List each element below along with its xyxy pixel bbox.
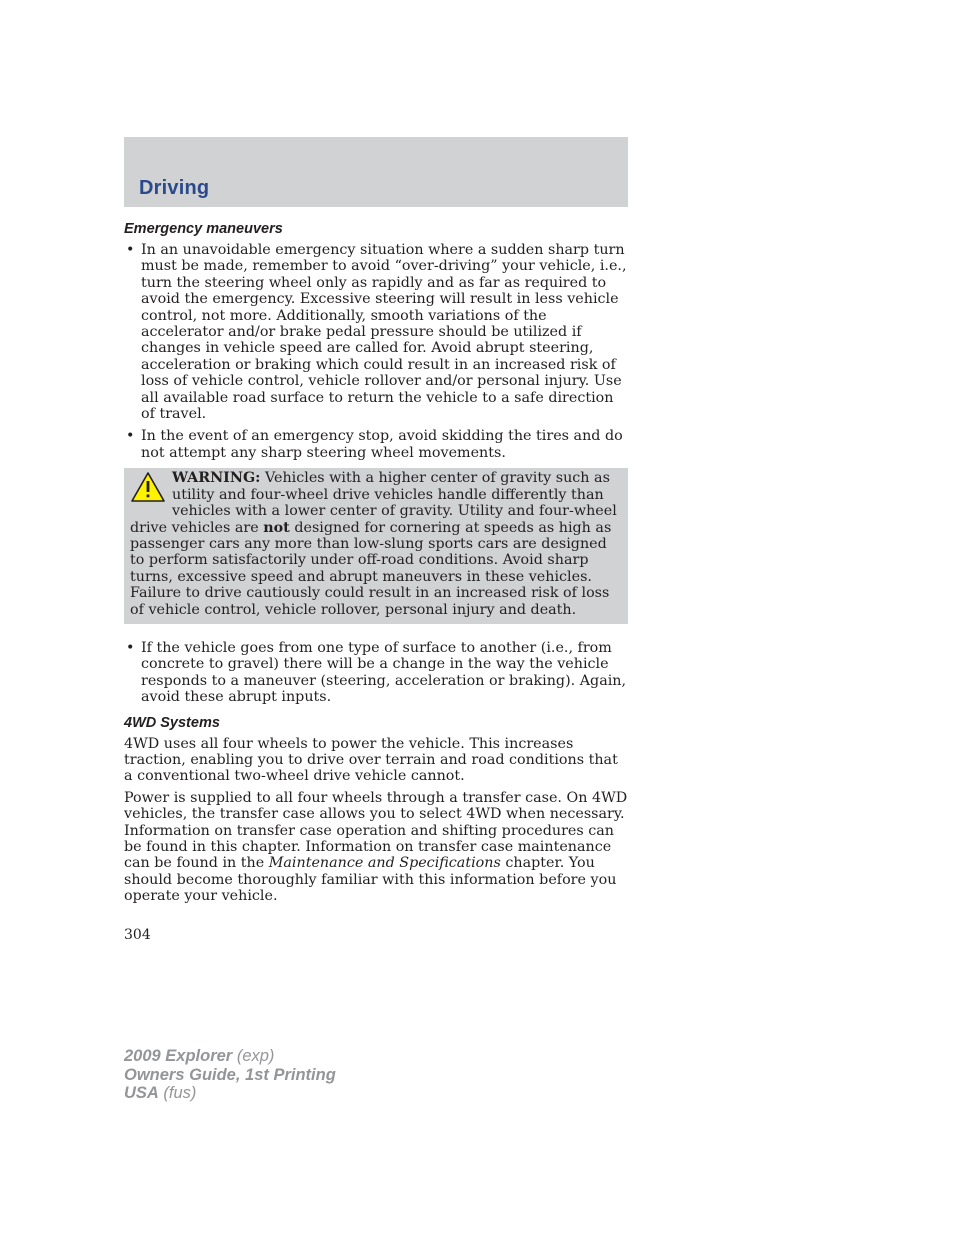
list-item-text: In the event of an emergency stop, avoid skidding the tires and do not attempt any sharp steering wheel movements. bbox=[141, 428, 623, 461]
page-number: 304 bbox=[124, 927, 151, 943]
page-title: Driving bbox=[139, 177, 210, 199]
section-heading-emergency: Emergency maneuvers bbox=[124, 221, 283, 237]
list-item-text: If the vehicle goes from one type of surface to another (i.e., from concrete to gravel) there will be a change in the way the vehicle responds to a maneuver (steering, acceleration or braking). Again, avoid these abrupt inputs. bbox=[141, 639, 627, 706]
footer-model-code: (exp) bbox=[232, 1047, 275, 1065]
bullet-list bbox=[124, 242, 628, 461]
list-item bbox=[124, 242, 628, 422]
bullet-list bbox=[124, 640, 628, 706]
paragraph: 4WD uses all four wheels to power the vehicle. This increases traction, enabling you to drive over terrain and road conditions that a conventional two-wheel drive vehicle cannot. bbox=[124, 735, 618, 785]
manual-reference: Maintenance and Specifications bbox=[268, 855, 501, 872]
section-heading-4wd: 4WD Systems bbox=[124, 714, 220, 731]
warning-text-b: designed for cornering at speeds as high as passenger cars any more than low-slung sports cars are designed to perform satisfactorily under off-road conditions. Avoid sharp turns, excessive speed and abrupt maneuvers in these vehicles. Failure to drive cautiously could result in an increased risk of loss of vehicle control, vehicle rollover, personal injury and death. bbox=[130, 519, 612, 618]
paragraph-text: Power is supplied to all four wheels through a transfer case. On 4WD vehicles, the transfer case allows you to select 4WD when necessary. Information on transfer case operation and shifting procedures can be found in this chapter. Information on transfer case maintenance can be found in the bbox=[124, 789, 628, 872]
footer-edition: Owners Guide, 1st Printing bbox=[124, 1065, 336, 1084]
bullet-glyph: • bbox=[126, 639, 135, 656]
section-header bbox=[124, 137, 628, 207]
warning-box bbox=[124, 468, 628, 624]
list-item bbox=[124, 640, 628, 706]
list-item-text: In an unavoidable emergency situation where a sudden sharp turn must be made, remember to avoid “over-driving” your vehicle, i.e., turn the steering wheel only as rapidly and as far as required to avoid the emergency. Excessive steering will result in less vehicle control, not more. Additionally, smooth variations of the accelerator and/or brake pedal pressure should be utilized if changes in vehicle speed are called for. Avoid abrupt steering, acceleration or braking which could result in an increased risk of loss of vehicle control, vehicle rollover and/or personal injury. Use all available road surface to return the vehicle to a safe direction of travel. bbox=[141, 242, 627, 423]
footer-market-code: (fus) bbox=[158, 1084, 197, 1102]
paragraph-text: chapter. You should become thoroughly familiar with this information before you operate your vehicle. bbox=[124, 855, 617, 905]
bullet-glyph: • bbox=[126, 242, 135, 258]
page-content bbox=[124, 220, 628, 910]
warning-text-a: Vehicles with a higher center of gravity such as utility and four-wheel drive vehicles handle differently than vehicles with a lower center of gravity. Utility and four-wheel drive vehicles are bbox=[130, 470, 617, 536]
footer-market: USA bbox=[124, 1084, 159, 1102]
footer-model: 2009 Explorer bbox=[124, 1047, 233, 1065]
paragraph bbox=[124, 790, 628, 905]
bullet-glyph: • bbox=[126, 428, 135, 445]
warning-emphasis: not bbox=[263, 519, 290, 536]
footer-imprint bbox=[124, 1047, 336, 1103]
warning-triangle-icon bbox=[130, 471, 166, 503]
list-item bbox=[124, 428, 628, 461]
warning-label: WARNING: bbox=[172, 470, 261, 487]
